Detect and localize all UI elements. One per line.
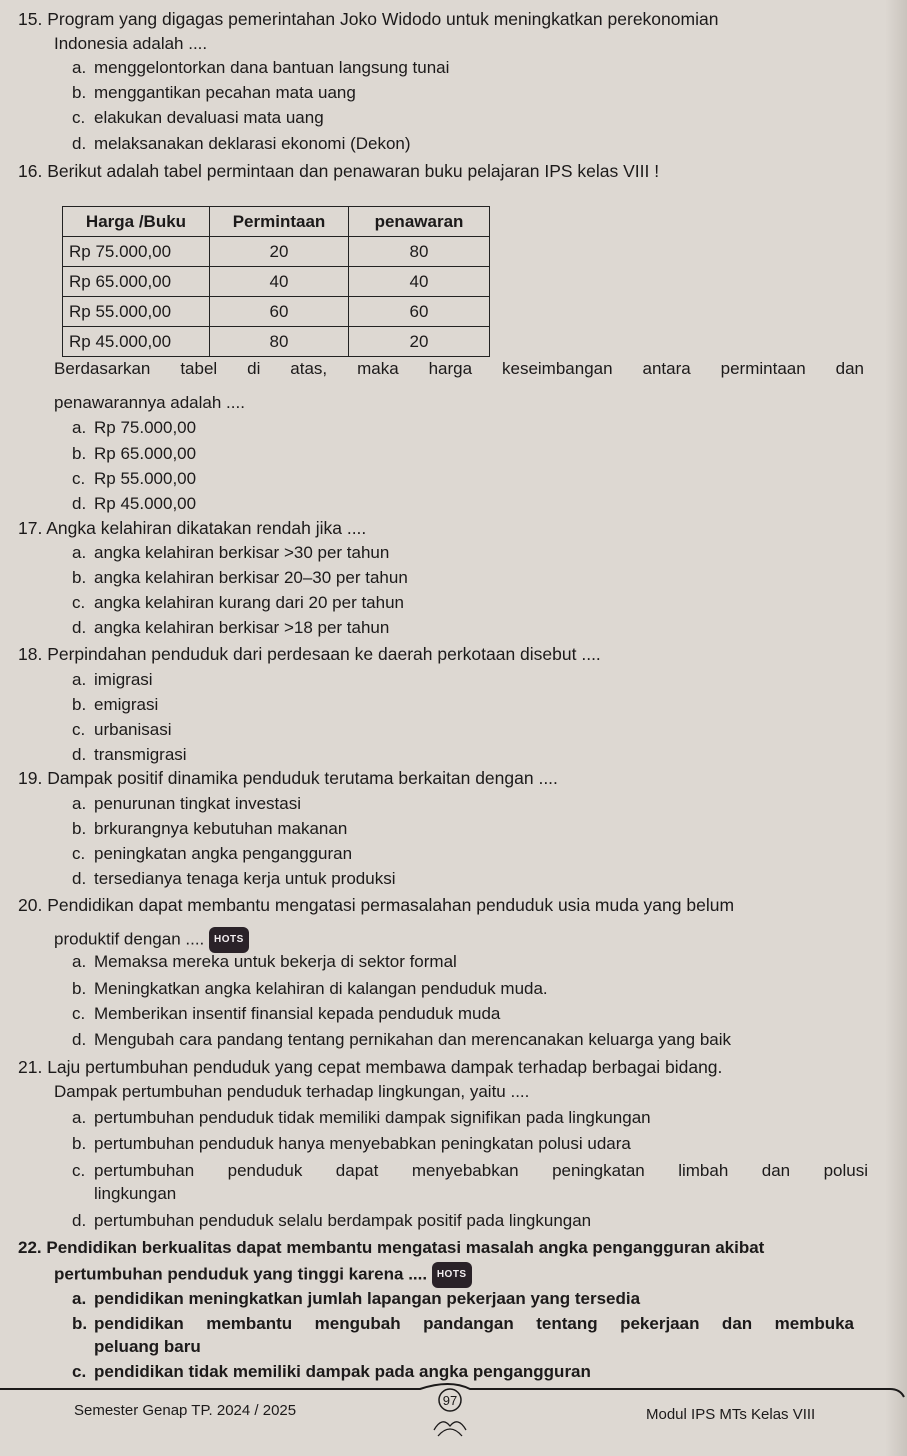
q15-option-d: d. melaksanakan deklarasi ekonomi (Dekon) bbox=[72, 134, 411, 153]
q16-after-line1: Berdasarkan tabel di atas, maka harga keseimbangan antara permintaan dan bbox=[54, 359, 864, 378]
table-cell: Rp 45.000,00 bbox=[63, 327, 210, 357]
table-cell: Rp 55.000,00 bbox=[63, 297, 210, 327]
q22-stem-line2: pertumbuhan penduduk yang tinggi karena .... HOTS bbox=[54, 1262, 472, 1288]
table-cell: 20 bbox=[210, 237, 349, 267]
q21-option-a: a. pertumbuhan penduduk tidak memiliki dampak signifikan pada lingkungan bbox=[72, 1108, 651, 1127]
q21-option-d: d. pertumbuhan penduduk selalu berdampak positif pada lingkungan bbox=[72, 1211, 592, 1230]
q20-option-a: a. Memaksa mereka untuk bekerja di sektor formal bbox=[72, 952, 457, 971]
q15-option-b: b. menggantikan pecahan mata uang bbox=[72, 83, 356, 102]
price-table bbox=[62, 206, 490, 357]
q21-stem-line1: 21. Laju pertumbuhan penduduk yang cepat membawa dampak terhadap berbagai bidang. bbox=[18, 1057, 723, 1077]
table-cell: 60 bbox=[210, 297, 349, 327]
q17-stem: 17. Angka kelahiran dikatakan rendah jika .... bbox=[18, 518, 367, 538]
q20-option-b: b. Meningkatkan angka kelahiran di kalangan penduduk muda. bbox=[72, 979, 548, 998]
q18-option-b: b. emigrasi bbox=[72, 695, 159, 714]
q21-stem-line2: Dampak pertumbuhan penduduk terhadap lingkungan, yaitu .... bbox=[54, 1082, 530, 1101]
table-cell: 80 bbox=[210, 327, 349, 357]
table-row bbox=[63, 327, 490, 357]
q22-option-b: b. pendidikan membantu mengubah pandangan tentang pekerjaan dan membuka bbox=[72, 1314, 854, 1333]
q17-option-d: d. angka kelahiran berkisar >18 per tahun bbox=[72, 618, 390, 637]
table-cell: 40 bbox=[210, 267, 349, 297]
table-cell: Rp 75.000,00 bbox=[63, 237, 210, 267]
q15-stem-line1: 15. Program yang digagas pemerintahan Joko Widodo untuk meningkatkan perekonomian bbox=[18, 9, 719, 29]
table-header-row bbox=[63, 207, 490, 237]
q22-option-a: a. pendidikan meningkatkan jumlah lapangan pekerjaan yang tersedia bbox=[72, 1289, 641, 1308]
q18-option-c: c. urbanisasi bbox=[72, 720, 172, 739]
q19-option-c: c. peningkatan angka pengangguran bbox=[72, 844, 353, 863]
q17-option-b: b. angka kelahiran berkisar 20–30 per tahun bbox=[72, 568, 408, 587]
footer-module-title: Modul IPS MTs Kelas VIII bbox=[646, 1406, 816, 1423]
q20-stem-line1: 20. Pendidikan dapat membantu mengatasi permasalahan penduduk usia muda yang belum bbox=[18, 895, 735, 915]
q20-option-d: d. Mengubah cara pandang tentang pernikahan dan merencanakan keluarga yang baik bbox=[72, 1030, 732, 1049]
q19-option-a: a. penurunan tingkat investasi bbox=[72, 794, 301, 813]
q16-stem-line1: 16. Berikut adalah tabel permintaan dan penawaran buku pelajaran IPS kelas VIII ! bbox=[18, 161, 660, 181]
q20-option-c: c. Memberikan insentif finansial kepada penduduk muda bbox=[72, 1004, 501, 1023]
q22-option-c: c. pendidikan tidak memiliki dampak pada angka pengangguran bbox=[72, 1362, 591, 1381]
q21-option-b: b. pertumbuhan penduduk hanya menyebabkan peningkatan polusi udara bbox=[72, 1134, 631, 1153]
table-cell: 20 bbox=[349, 327, 490, 357]
q21-option-c-continued: lingkungan bbox=[94, 1184, 177, 1203]
footer-semester: Semester Genap TP. 2024 / 2025 bbox=[74, 1402, 297, 1419]
q22-stem-line1: 22. Pendidikan berkualitas dapat membantu mengatasi masalah angka pengangguran akibat bbox=[18, 1238, 765, 1257]
q19-stem: 19. Dampak positif dinamika penduduk terutama berkaitan dengan .... bbox=[18, 768, 558, 788]
table-cell: Rp 65.000,00 bbox=[63, 267, 210, 297]
q19-option-b: b. brkurangnya kebutuhan makanan bbox=[72, 819, 348, 838]
q21-option-c: c. pertumbuhan penduduk dapat menyebabkan peningkatan limbah dan polusi bbox=[72, 1161, 868, 1180]
hots-badge: HOTS bbox=[432, 1262, 472, 1288]
page-edge-shadow bbox=[885, 0, 907, 1456]
table-row bbox=[63, 237, 490, 267]
q15-stem-line2: Indonesia adalah .... bbox=[54, 34, 208, 53]
q16-option-a: a. Rp 75.000,00 bbox=[72, 418, 197, 437]
hots-badge: HOTS bbox=[209, 927, 249, 953]
q20-stem-line2: produktif dengan .... HOTS bbox=[54, 927, 249, 953]
q22-option-b-continued: peluang baru bbox=[94, 1337, 201, 1356]
table-header-cell: Harga /Buku bbox=[63, 207, 210, 237]
table-cell: 40 bbox=[349, 267, 490, 297]
q16-option-c: c. Rp 55.000,00 bbox=[72, 469, 197, 488]
q16-option-b: b. Rp 65.000,00 bbox=[72, 444, 197, 463]
page-number: 97 bbox=[442, 1393, 458, 1408]
table-header-cell: Permintaan bbox=[210, 207, 349, 237]
q18-option-a: a. imigrasi bbox=[72, 670, 153, 689]
table-row bbox=[63, 297, 490, 327]
q16-after-line2: penawarannya adalah .... bbox=[54, 393, 245, 412]
page-number-ornament bbox=[430, 1386, 470, 1442]
q17-option-a: a. angka kelahiran berkisar >30 per tahun bbox=[72, 543, 390, 562]
q15-option-c: c. elakukan devaluasi mata uang bbox=[72, 108, 324, 127]
table-cell: 60 bbox=[349, 297, 490, 327]
q19-option-d: d. tersedianya tenaga kerja untuk produksi bbox=[72, 869, 396, 888]
table-row bbox=[63, 267, 490, 297]
table-cell: 80 bbox=[349, 237, 490, 267]
table-header-cell: penawaran bbox=[349, 207, 490, 237]
q17-option-c: c. angka kelahiran kurang dari 20 per tahun bbox=[72, 593, 404, 612]
q18-stem: 18. Perpindahan penduduk dari perdesaan ke daerah perkotaan disebut .... bbox=[18, 644, 601, 664]
q15-option-a: a. menggelontorkan dana bantuan langsung tunai bbox=[72, 58, 450, 77]
q16-option-d: d. Rp 45.000,00 bbox=[72, 494, 197, 513]
q18-option-d: d. transmigrasi bbox=[72, 745, 187, 764]
